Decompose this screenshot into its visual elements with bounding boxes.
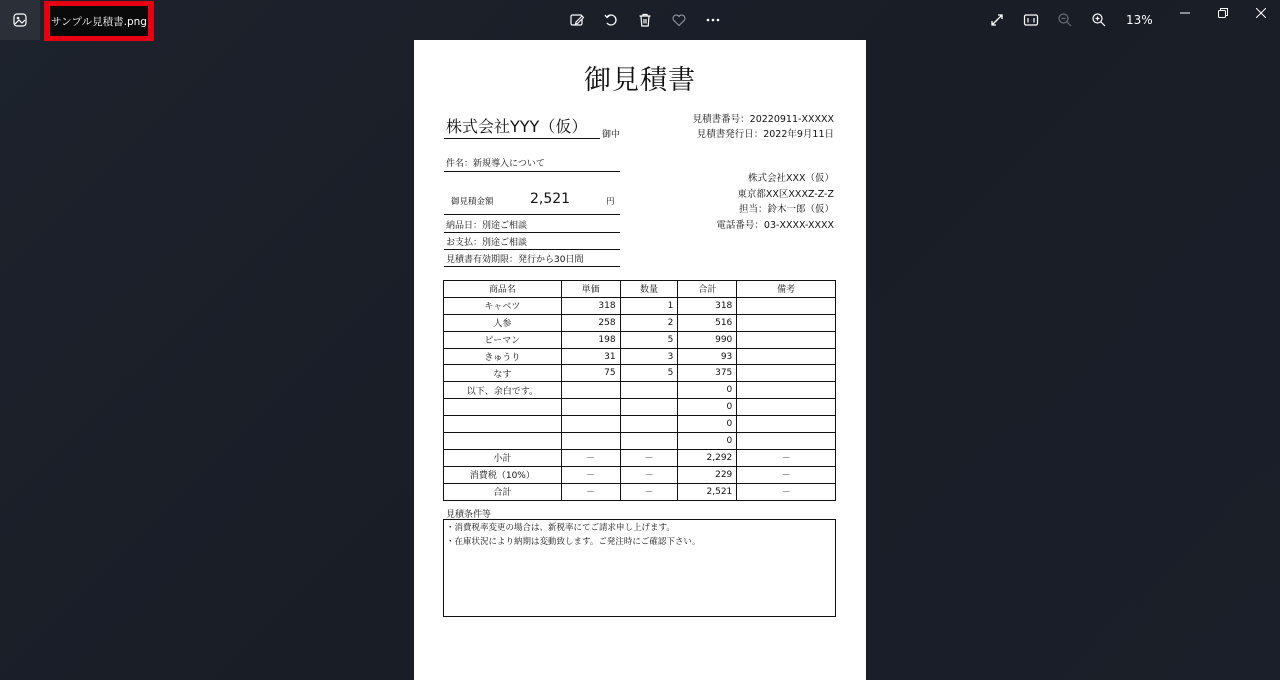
estimate-document [414, 40, 866, 680]
table-cell: 258 [561, 314, 620, 331]
table-cell: 5 [620, 331, 678, 348]
company-contact: 担当：鈴木一郎（仮） [738, 204, 834, 215]
photos-app-icon [13, 13, 27, 27]
table-cell [737, 297, 836, 314]
table-cell: 2,292 [678, 449, 737, 466]
summary-row [444, 483, 836, 500]
table-cell: － [620, 449, 678, 466]
table-cell [444, 433, 562, 450]
table-cell: － [561, 466, 620, 483]
table-row [444, 297, 836, 314]
divider [444, 171, 620, 172]
divider [444, 249, 620, 250]
table-cell: － [737, 466, 836, 483]
table-cell: なす [444, 365, 562, 382]
company-address: 東京都XX区XXXZ-Z-Z [737, 188, 834, 200]
remark-line: ・消費税率変更の場合は、新税率にてご請求申し上げます。 [446, 523, 675, 533]
remarks-box [443, 519, 836, 617]
estimate-number: 見積書番号：20220911-XXXXX [692, 114, 834, 125]
table-cell [737, 348, 836, 365]
table-cell [737, 314, 836, 331]
table-row [444, 399, 836, 416]
title-bar [0, 0, 1280, 40]
table-cell: 318 [561, 297, 620, 314]
table-row [444, 314, 836, 331]
view-toolbar [980, 0, 1166, 40]
items-table [443, 280, 836, 501]
table-cell: 990 [678, 331, 737, 348]
table-cell [620, 382, 678, 399]
table-cell [620, 416, 678, 433]
remark-line: ・在庫状況により納期は変動致します。ご発注時にご確認下さい。 [446, 537, 701, 547]
divider [444, 138, 600, 139]
zoom-in-button[interactable] [1082, 0, 1116, 40]
table-cell: 93 [678, 348, 737, 365]
remarks-label: 見積条件等 [446, 510, 492, 520]
table-cell: 以下、余白です。 [444, 382, 562, 399]
fullscreen-button[interactable] [980, 0, 1014, 40]
table-row [444, 433, 836, 450]
table-cell: ピーマン [444, 331, 562, 348]
minimize-button[interactable] [1166, 0, 1204, 26]
delete-icon [637, 12, 653, 28]
divider [444, 232, 620, 233]
table-cell: 5 [620, 365, 678, 382]
table-cell [561, 433, 620, 450]
table-cell [737, 382, 836, 399]
table-cell: － [561, 483, 620, 500]
divider [444, 266, 620, 267]
table-cell: 0 [678, 399, 737, 416]
table-cell [444, 416, 562, 433]
table-cell: 198 [561, 331, 620, 348]
fullscreen-icon [989, 12, 1005, 28]
table-cell: 1 [620, 297, 678, 314]
delivery-date: 納品日：別途ご相談 [446, 221, 528, 231]
table-cell: 31 [561, 348, 620, 365]
divider [444, 214, 620, 215]
minimize-icon [1180, 8, 1190, 18]
company-phone: 電話番号：03-XXXX-XXXX [716, 219, 834, 231]
table-cell: きゅうり [444, 348, 562, 365]
table-cell: 75 [561, 365, 620, 382]
table-cell [561, 382, 620, 399]
edit-image-icon [569, 12, 585, 28]
header-unit-price: 単価 [561, 281, 620, 298]
header-note: 備考 [737, 281, 836, 298]
table-cell: 375 [678, 365, 737, 382]
table-cell: キャベツ [444, 297, 562, 314]
company-name: 株式会社XXX（仮） [747, 173, 834, 184]
table-cell: 2 [620, 314, 678, 331]
close-button[interactable] [1242, 0, 1280, 26]
favorite-button[interactable] [662, 0, 696, 40]
table-cell: 0 [678, 433, 737, 450]
favorite-icon [671, 12, 687, 28]
app-icon-button[interactable] [0, 0, 40, 40]
table-cell [737, 416, 836, 433]
restore-button[interactable] [1204, 0, 1242, 26]
table-cell [620, 399, 678, 416]
table-cell: 516 [678, 314, 737, 331]
main-toolbar [560, 0, 730, 40]
table-cell: － [737, 449, 836, 466]
zoom-out-icon [1057, 12, 1073, 28]
table-cell: 0 [678, 416, 737, 433]
table-cell: － [620, 466, 678, 483]
validity-period: 見積書有効期限：発行から30日間 [446, 255, 584, 265]
table-cell: 229 [678, 466, 737, 483]
payment-terms: お支払：別途ご相談 [446, 238, 528, 248]
table-cell: － [620, 483, 678, 500]
file-name-highlight [44, 1, 154, 41]
table-cell: 318 [678, 297, 737, 314]
window-controls [1166, 0, 1280, 28]
actual-size-button[interactable] [1014, 0, 1048, 40]
amount-value: 2,521 [530, 191, 571, 207]
honorific: 御中 [602, 130, 621, 140]
table-row [444, 416, 836, 433]
header-product: 商品名 [444, 281, 562, 298]
table-cell [444, 399, 562, 416]
table-cell: 3 [620, 348, 678, 365]
table-cell: 小計 [444, 449, 562, 466]
table-header-row [444, 281, 836, 298]
actual-size-icon [1023, 12, 1039, 28]
table-cell [737, 399, 836, 416]
table-cell: 0 [678, 382, 737, 399]
header-quantity: 数量 [620, 281, 678, 298]
table-cell: － [561, 449, 620, 466]
zoom-out-button[interactable] [1048, 0, 1082, 40]
more-icon [705, 12, 721, 28]
issuer-company [716, 171, 834, 233]
estimate-meta [693, 112, 834, 142]
more-button[interactable] [696, 0, 730, 40]
table-cell: － [737, 483, 836, 500]
document-title: 御見積書 [584, 65, 696, 96]
table-cell: 消費税（10%） [444, 466, 562, 483]
delete-button[interactable] [628, 0, 662, 40]
table-row [444, 348, 836, 365]
summary-row [444, 466, 836, 483]
table-body [444, 297, 836, 500]
table-cell [561, 399, 620, 416]
table-row [444, 331, 836, 348]
rotate-button[interactable] [594, 0, 628, 40]
table-row [444, 365, 836, 382]
close-icon [1256, 8, 1266, 18]
table-cell [737, 365, 836, 382]
summary-row [444, 449, 836, 466]
table-cell [737, 331, 836, 348]
zoom-in-icon [1091, 12, 1107, 28]
issue-date: 見積書発行日：2022年9月11日 [696, 129, 834, 140]
table-cell [561, 416, 620, 433]
edit-image-button[interactable] [560, 0, 594, 40]
table-cell: 合計 [444, 483, 562, 500]
amount-unit: 円 [606, 197, 615, 207]
amount-label: 御見積金額 [451, 197, 494, 207]
rotate-icon [603, 12, 619, 28]
subject: 件名：新規導入について [446, 159, 545, 169]
restore-icon [1218, 8, 1228, 18]
client-name: 株式会社YYY（仮） [446, 117, 588, 136]
table-cell: 2,521 [678, 483, 737, 500]
table-row [444, 382, 836, 399]
table-cell: 人参 [444, 314, 562, 331]
zoom-level[interactable]: 13% [1126, 13, 1153, 27]
header-total: 合計 [678, 281, 737, 298]
table-cell [737, 433, 836, 450]
file-name[interactable]: サンプル見積書.png [50, 6, 148, 36]
table-cell [620, 433, 678, 450]
